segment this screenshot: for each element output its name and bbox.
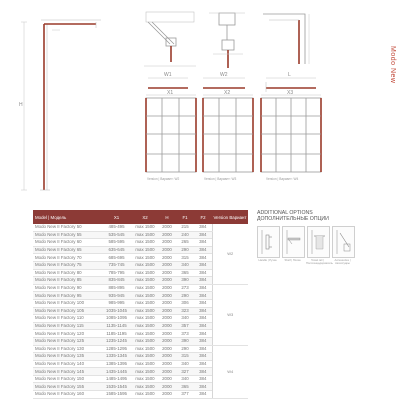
cell-f1: 240 (176, 231, 194, 239)
table-row (33, 224, 248, 231)
cell-f1: 377 (176, 391, 194, 399)
cell-f1: 306 (176, 299, 194, 307)
cell-model: Modo New II Factory 160 (33, 391, 101, 399)
cell-f2: 384 (194, 239, 212, 247)
cell-f2: 384 (194, 345, 212, 353)
cell-x2: max 1500 (132, 261, 158, 269)
cell-f1: 290 (176, 292, 194, 300)
cell-model: Modo New II Factory 115 (33, 322, 101, 330)
grid-elevation-a-drawing (140, 92, 202, 180)
cell-x2: max 1500 (132, 368, 158, 376)
cell-x1: 1435-1445 (101, 368, 132, 376)
cell-x2: max 1500 (132, 284, 158, 292)
accessories-icon (333, 227, 354, 257)
cell-h: 2000 (158, 239, 176, 247)
cell-x2: max 1500 (132, 224, 158, 231)
col-header-h: H (158, 210, 176, 224)
cell-f2: 384 (194, 330, 212, 338)
cell-model: Modo New II Factory 155 (33, 383, 101, 391)
product-series-title: Modo New (389, 46, 396, 84)
cell-model: Modo New II Factory 60 (33, 239, 101, 247)
cell-x1: 935-945 (101, 292, 132, 300)
cell-f1: 215 (176, 224, 194, 231)
cell-version: W2 (212, 224, 248, 284)
cell-h: 2000 (158, 277, 176, 285)
option-tile-accessories (332, 226, 355, 258)
cell-x1: 1035-1045 (101, 307, 132, 315)
grid-caption-b: Version | Вариант: W3 (204, 177, 237, 181)
cell-f2: 384 (194, 337, 212, 345)
cell-x1: 985-995 (101, 299, 132, 307)
cell-f2: 384 (194, 299, 212, 307)
grid-caption-a: Version | Вариант: W2 (147, 177, 180, 181)
option-tile-shelf (282, 226, 305, 258)
option-tile-towel-rail (307, 226, 330, 258)
cell-x1: 535-545 (101, 231, 132, 239)
cell-x2: max 1500 (132, 254, 158, 262)
spec-table (33, 210, 248, 399)
cell-model: Modo New II Factory 80 (33, 269, 101, 277)
cell-h: 2000 (158, 284, 176, 292)
side-elevation-drawing (0, 0, 130, 205)
cell-h: 2000 (158, 345, 176, 353)
cell-model: Modo New II Factory 90 (33, 284, 101, 292)
cell-h: 2000 (158, 261, 176, 269)
cell-x2: max 1500 (132, 239, 158, 247)
cell-x1: 685-695 (101, 254, 132, 262)
cell-x1: 585-595 (101, 239, 132, 247)
cell-f2: 384 (194, 307, 212, 315)
dim-label-height: H (19, 102, 23, 108)
cell-x2: max 1500 (132, 375, 158, 383)
cell-x1: 1235-1245 (101, 337, 132, 345)
cell-h: 2000 (158, 337, 176, 345)
cell-model: Modo New II Factory 70 (33, 254, 101, 262)
col-header-x2: X2 (132, 210, 158, 224)
cell-model: Modo New II Factory 135 (33, 353, 101, 361)
cell-h: 2000 (158, 353, 176, 361)
cell-model: Modo New II Factory 105 (33, 307, 101, 315)
cell-x1: 1285-1295 (101, 345, 132, 353)
cell-x1: 1585-1595 (101, 391, 132, 399)
cell-f1: 390 (176, 277, 194, 285)
dim-label-w1: W1 (164, 72, 172, 78)
cell-f1: 373 (176, 330, 194, 338)
cell-h: 2000 (158, 330, 176, 338)
cell-h: 2000 (158, 292, 176, 300)
cell-x1: 1485-1495 (101, 375, 132, 383)
cell-model: Modo New II Factory 145 (33, 368, 101, 376)
cell-f1: 327 (176, 368, 194, 376)
col-header-f2: F2 (194, 210, 212, 224)
cell-h: 2000 (158, 322, 176, 330)
cell-h: 2000 (158, 246, 176, 254)
cell-f1: 340 (176, 360, 194, 368)
cell-x1: 1335-1345 (101, 353, 132, 361)
cell-f1: 265 (176, 239, 194, 247)
table-row (33, 345, 248, 353)
cell-x2: max 1500 (132, 269, 158, 277)
cell-x1: 735-745 (101, 261, 132, 269)
additional-options-title-en: ADDITIONAL OPTIONS (257, 210, 313, 216)
cell-model: Modo New II Factory 120 (33, 330, 101, 338)
col-header-model: Model | Модель (33, 210, 101, 224)
additional-options-title-ru: ДОПОЛНИТЕЛЬНЫЕ ОПЦИИ (257, 216, 329, 223)
cell-x1: 635-645 (101, 246, 132, 254)
cell-f1: 365 (176, 269, 194, 277)
cell-model: Modo New II Factory 95 (33, 292, 101, 300)
cell-x2: max 1500 (132, 383, 158, 391)
cell-x1: 1385-1395 (101, 360, 132, 368)
cell-f1: 273 (176, 284, 194, 292)
cell-x2: max 1500 (132, 391, 158, 399)
cell-x1: 885-895 (101, 284, 132, 292)
cell-x2: max 1500 (132, 307, 158, 315)
cell-x2: max 1500 (132, 330, 158, 338)
cell-x2: max 1500 (132, 246, 158, 254)
grid-elevation-c-drawing (255, 92, 327, 180)
cell-f2: 384 (194, 383, 212, 391)
cell-h: 2000 (158, 383, 176, 391)
cell-x1: 1185-1195 (101, 330, 132, 338)
cell-f2: 384 (194, 224, 212, 231)
cell-f1: 323 (176, 307, 194, 315)
cell-f1: 340 (176, 315, 194, 323)
dim-label-w2: W2 (220, 72, 228, 78)
cell-h: 2000 (158, 269, 176, 277)
cell-h: 2000 (158, 315, 176, 323)
cell-model: Modo New II Factory 110 (33, 315, 101, 323)
cell-x1: 1535-1545 (101, 383, 132, 391)
cell-h: 2000 (158, 368, 176, 376)
cell-h: 2000 (158, 299, 176, 307)
table-row (33, 284, 248, 292)
option-tile-handle (257, 226, 280, 258)
detail-corner-drawing (255, 10, 315, 72)
cell-x2: max 1500 (132, 292, 158, 300)
cell-x1: 1135-1145 (101, 322, 132, 330)
spec-table-header (33, 210, 248, 224)
cell-f2: 384 (194, 277, 212, 285)
cell-x1: 785-795 (101, 269, 132, 277)
cell-f2: 384 (194, 261, 212, 269)
cell-version: W4 (212, 345, 248, 398)
cell-f1: 365 (176, 383, 194, 391)
grid-caption-c: Version | Вариант: W4 (266, 177, 299, 181)
additional-options-title (257, 210, 329, 222)
cell-f2: 384 (194, 375, 212, 383)
cell-model: Modo New II Factory 65 (33, 246, 101, 254)
cell-f2: 384 (194, 322, 212, 330)
cell-f1: 290 (176, 246, 194, 254)
cell-f2: 384 (194, 231, 212, 239)
col-header-x1: X1 (101, 210, 132, 224)
cell-x2: max 1500 (132, 299, 158, 307)
cell-f2: 384 (194, 292, 212, 300)
towel-rail-icon (308, 227, 329, 257)
cell-version: W3 (212, 284, 248, 345)
cell-f1: 357 (176, 322, 194, 330)
cell-model: Modo New II Factory 85 (33, 277, 101, 285)
cell-f2: 384 (194, 254, 212, 262)
shelf-icon (283, 227, 304, 257)
option-label-towel-rail: Towel rail | Полотенцедержатель (306, 259, 333, 266)
cell-x2: max 1500 (132, 277, 158, 285)
cell-x1: 835-845 (101, 277, 132, 285)
detail-top-view-drawing (140, 10, 200, 72)
cell-model: Modo New II Factory 100 (33, 299, 101, 307)
cell-x1: 485-495 (101, 224, 132, 231)
spec-table-body (33, 224, 248, 398)
cell-h: 2000 (158, 360, 176, 368)
cell-h: 2000 (158, 254, 176, 262)
cell-f2: 384 (194, 368, 212, 376)
option-label-handle: Handle | Ручка (258, 259, 277, 262)
option-label-accessories: Accessories | Аксессуары (334, 259, 351, 266)
cell-x2: max 1500 (132, 322, 158, 330)
col-header-f1: F1 (176, 210, 194, 224)
cell-x2: max 1500 (132, 353, 158, 361)
cell-model: Modo New II Factory 150 (33, 375, 101, 383)
cell-h: 2000 (158, 375, 176, 383)
cell-model: Modo New II Factory 140 (33, 360, 101, 368)
cell-h: 2000 (158, 307, 176, 315)
cell-f2: 384 (194, 284, 212, 292)
cell-f2: 384 (194, 246, 212, 254)
cell-x2: max 1500 (132, 337, 158, 345)
cell-model: Modo New II Factory 125 (33, 337, 101, 345)
dim-label-x1: X1 (167, 90, 174, 96)
cell-f1: 340 (176, 261, 194, 269)
cell-h: 2000 (158, 231, 176, 239)
cell-f2: 384 (194, 315, 212, 323)
cell-f1: 390 (176, 337, 194, 345)
cell-x2: max 1500 (132, 231, 158, 239)
cell-model: Modo New II Factory 75 (33, 261, 101, 269)
cell-f2: 384 (194, 360, 212, 368)
detail-clamp-drawing (205, 10, 250, 72)
cell-f1: 315 (176, 353, 194, 361)
cell-f2: 384 (194, 269, 212, 277)
dim-label-x2: X2 (224, 90, 231, 96)
grid-elevation-b-drawing (197, 92, 259, 180)
option-label-shelf: Shelf | Полка (284, 259, 301, 262)
cell-f2: 384 (194, 353, 212, 361)
cell-model: Modo New II Factory 50 (33, 224, 101, 231)
cell-model: Modo New II Factory 130 (33, 345, 101, 353)
cell-x2: max 1500 (132, 315, 158, 323)
cell-x2: max 1500 (132, 360, 158, 368)
cell-x1: 1085-1095 (101, 315, 132, 323)
handle-icon (258, 227, 279, 257)
cell-h: 2000 (158, 224, 176, 231)
dim-label-x3: X3 (287, 90, 294, 96)
cell-model: Modo New II Factory 55 (33, 231, 101, 239)
cell-x2: max 1500 (132, 345, 158, 353)
cell-f2: 384 (194, 391, 212, 399)
cell-f1: 315 (176, 254, 194, 262)
dim-label-l: L (288, 72, 291, 78)
col-header-version: Version Вариант (212, 210, 248, 224)
cell-f1: 290 (176, 345, 194, 353)
cell-h: 2000 (158, 391, 176, 399)
cell-f1: 340 (176, 375, 194, 383)
